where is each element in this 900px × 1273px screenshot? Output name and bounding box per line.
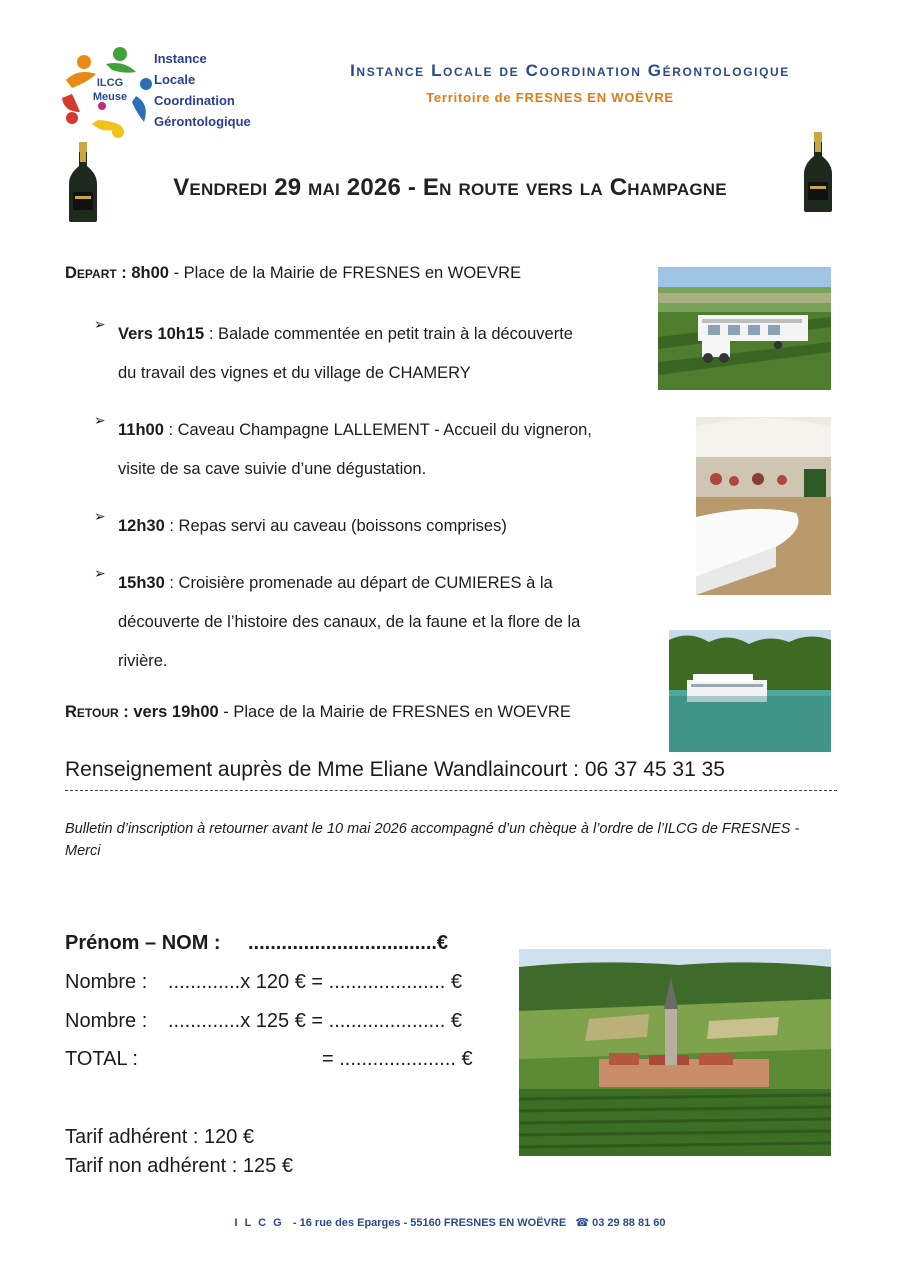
form-name-row (65, 932, 221, 955)
header-title: Instance Locale de Coordination Gérontologique (350, 61, 790, 80)
cut-line-divider (65, 790, 837, 792)
form-row2-calc: .............x 125 € = ..................... € (168, 1010, 463, 1032)
program-item (94, 411, 664, 489)
logo-badge-line1: ILCG (96, 77, 124, 89)
tarif-non-adherent: Tarif non adhérent : 125 € (65, 1155, 293, 1177)
program-item (94, 564, 674, 681)
logo-word-coordination: Coordination (154, 93, 235, 108)
program-item (94, 507, 664, 546)
form-name-label: Prénom – NOM : (65, 932, 221, 954)
program-text-cont: rivière. (118, 652, 168, 670)
logo-words (154, 48, 251, 132)
program-text: : Repas servi au caveau (boissons comprises) (164, 517, 507, 535)
depart-time: 8h00 (131, 264, 169, 282)
champagne-bottle-right-icon (801, 130, 835, 214)
form-total-row (65, 1048, 138, 1071)
logo-word-gerontologique: Gérontologique (154, 114, 251, 129)
photo-petit-train (658, 267, 831, 390)
form-total-field[interactable] (322, 1048, 473, 1071)
photo-caveau-salle (696, 417, 831, 595)
arrow-bullet-icon: ➢ (94, 316, 106, 332)
header-subtitle: Territoire de FRESNES EN WOËVRE (426, 90, 674, 105)
program-item (94, 315, 664, 393)
depart-line (65, 264, 521, 283)
program-time: Vers 10h15 (118, 325, 205, 343)
retour-time: vers 19h00 (133, 703, 219, 721)
program-text-cont: visite de sa cave suivie d’une dégustation. (118, 460, 427, 478)
form-total-label: TOTAL : (65, 1048, 138, 1070)
footer-org: I L C G (234, 1217, 284, 1229)
form-row1-calc: .............x 120 € = ..................... € (168, 971, 463, 993)
form-name-field[interactable] (248, 932, 448, 955)
form-row2-label: Nombre : (65, 1010, 148, 1032)
event-title: Vendredi 29 mai 2026 - En route vers la Champagne (173, 174, 727, 201)
footer-phone: 03 29 88 81 60 (592, 1217, 666, 1229)
form-row2-field[interactable] (168, 1010, 462, 1033)
footer-address (0, 1216, 900, 1229)
telephone-icon: ☎ (575, 1217, 590, 1229)
program-text-cont: découverte de l’histoire des canaux, de la faune et la flore de la (118, 613, 581, 631)
tarif-adherent: Tarif adhérent : 120 € (65, 1126, 255, 1148)
program-text-cont: du travail des vignes et du village de CHAMERY (118, 364, 471, 382)
arrow-bullet-icon: ➢ (94, 508, 106, 524)
footer-address-text: - 16 rue des Eparges - 55160 FRESNES EN WOËVRE (292, 1217, 567, 1229)
logo-word-instance: Instance (154, 51, 207, 66)
program-text: : Caveau Champagne LALLEMENT - Accueil du vigneron, (163, 421, 592, 439)
form-row1-field[interactable] (168, 971, 462, 994)
program-text: : Croisière promenade au départ de CUMIERES à la (164, 574, 553, 592)
depart-label: Depart : (65, 264, 127, 282)
program-text: : Balade commentée en petit train à la découverte (204, 325, 573, 343)
program-time: 11h00 (118, 421, 164, 439)
program-time: 12h30 (118, 517, 165, 535)
form-row-125 (65, 1010, 147, 1033)
champagne-bottle-left-icon (66, 140, 100, 224)
arrow-bullet-icon: ➢ (94, 565, 106, 581)
bulletin-instructions: Bulletin d’inscription à retourner avant le 10 mai 2026 accompagné d’un chèque à l’ordre de l’ILCG de FRESNES - Merci (65, 821, 800, 859)
program-time: 15h30 (118, 574, 165, 592)
photo-village-vignes (519, 949, 831, 1156)
form-row-120 (65, 971, 147, 994)
retour-place: - Place de la Mairie de FRESNES en WOEVRE (218, 703, 571, 721)
arrow-bullet-icon: ➢ (94, 412, 106, 428)
form-total-calc: = ..................... € (322, 1048, 473, 1070)
retour-label: Retour : (65, 703, 129, 721)
logo-word-locale: Locale (154, 72, 196, 87)
retour-line (65, 703, 571, 722)
form-name-dots: ..................................€ (248, 932, 449, 954)
form-row1-label: Nombre : (65, 971, 148, 993)
photo-croisiere-bateau (669, 630, 831, 752)
contact-info: Renseignement auprès de Mme Eliane Wandlaincourt : 06 37 45 31 35 (65, 758, 725, 781)
depart-place: - Place de la Mairie de FRESNES en WOEVRE (168, 264, 522, 282)
logo-badge-line2: Meuse (92, 91, 128, 103)
